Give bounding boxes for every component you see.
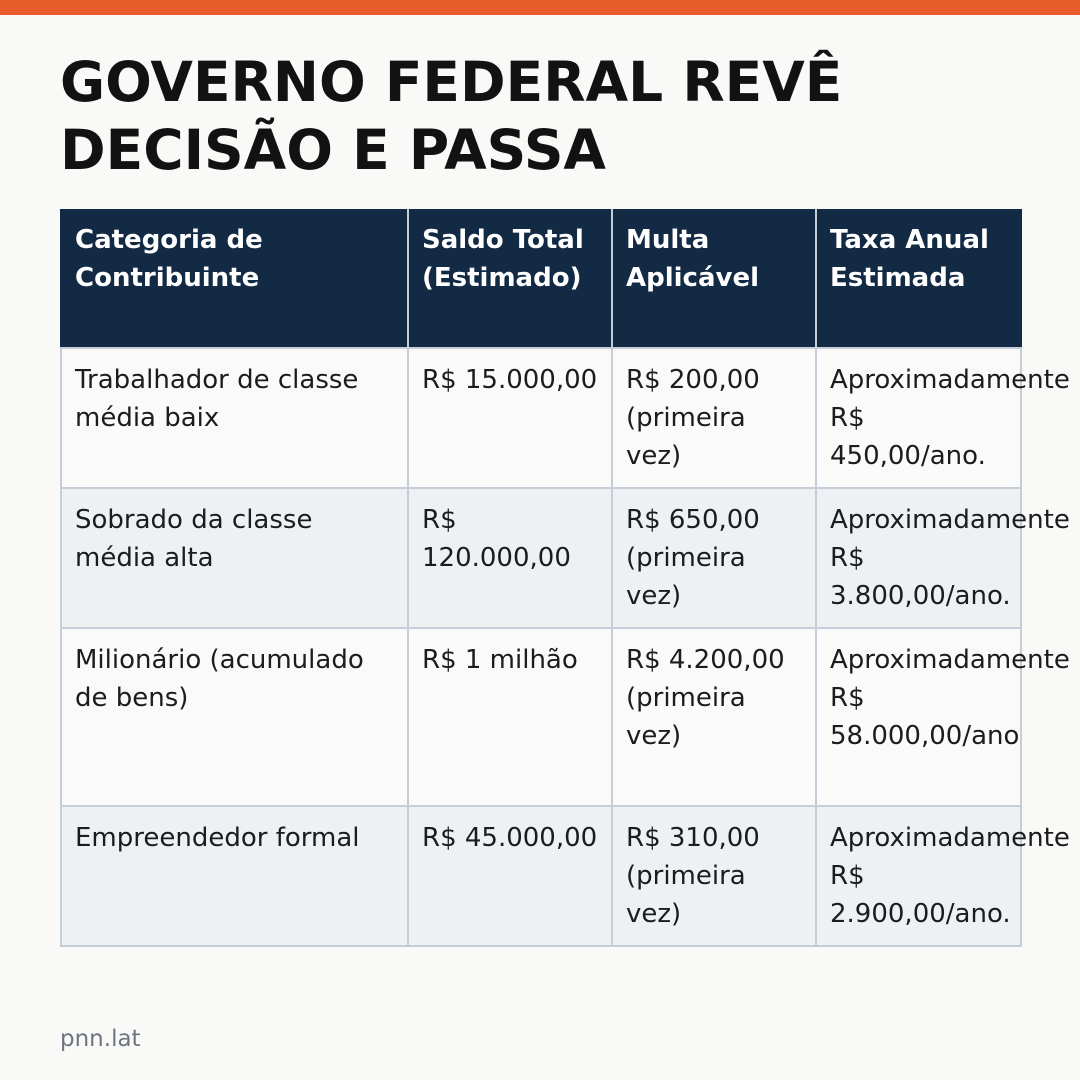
cell-categoria: Empreendedor formal (61, 806, 408, 946)
header-multa: Multa Aplicável (612, 209, 816, 348)
headline: GOVERNO FEDERAL REVÊ DECISÃO E PASSA (60, 50, 843, 182)
cell-taxa: Aproximadamente R$ 2.900,00/ano. (816, 806, 1021, 946)
table-row (61, 488, 1021, 628)
contribuinte-table (60, 209, 1070, 947)
cell-categoria: Trabalhador de classe média baix (61, 348, 408, 488)
header-saldo: Saldo Total (Estimado) (408, 209, 612, 348)
cell-categoria: Sobrado da classe média alta (61, 488, 408, 628)
cell-taxa: Aproximadamente R$ 450,00/ano. (816, 348, 1021, 488)
cell-saldo: R$ 120.000,00 (408, 488, 612, 628)
data-table-container (60, 209, 1070, 947)
cell-saldo: R$ 1 milhão (408, 628, 612, 806)
cell-saldo: R$ 45.000,00 (408, 806, 612, 946)
cell-multa: R$ 310,00 (primeira vez) (612, 806, 816, 946)
cell-multa: R$ 200,00 (primeira vez) (612, 348, 816, 488)
header-taxa: Taxa Anual Estimada (816, 209, 1021, 348)
header-categoria: Categoria de Contribuinte (61, 209, 408, 348)
table-row (61, 628, 1021, 806)
top-accent-bar (0, 0, 1080, 15)
cell-multa: R$ 4.200,00 (primeira vez) (612, 628, 816, 806)
table-row (61, 806, 1021, 946)
cell-taxa: Aproximadamente R$ 3.800,00/ano. (816, 488, 1021, 628)
table-row (61, 348, 1021, 488)
cell-saldo: R$ 15.000,00 (408, 348, 612, 488)
source-label: pnn.lat (60, 1026, 141, 1052)
cell-multa: R$ 650,00 (primeira vez) (612, 488, 816, 628)
table-header-row (61, 209, 1021, 348)
cell-taxa: Aproximadamente R$ 58.000,00/ano (816, 628, 1021, 806)
cell-categoria: Milionário (acumulado de bens) (61, 628, 408, 806)
